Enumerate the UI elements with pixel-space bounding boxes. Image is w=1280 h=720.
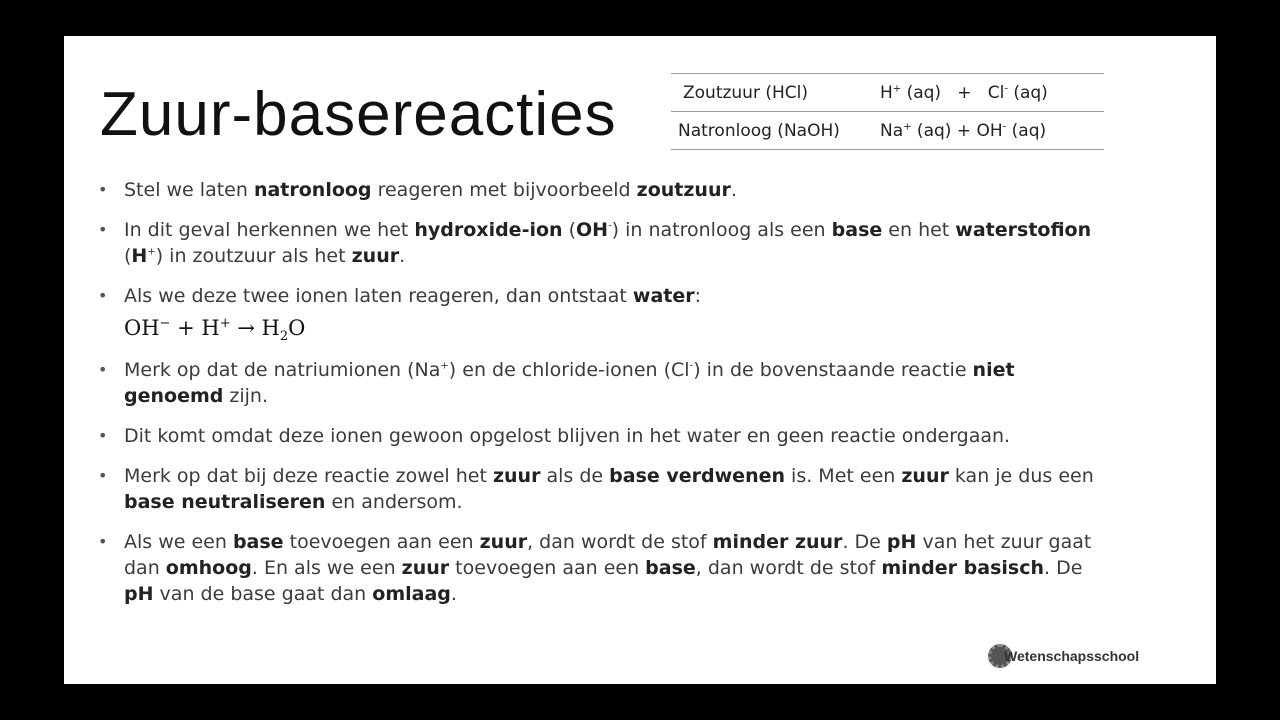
logo <box>988 644 1139 668</box>
text: : <box>694 285 702 307</box>
table-cell: Zoutzuur (HCl) <box>671 74 868 112</box>
text: zijn. <box>223 385 269 407</box>
bullet-dot-icon: • <box>98 466 108 485</box>
subscript: 2 <box>279 329 289 345</box>
text: . En als we een <box>251 557 402 579</box>
text: ) en de chloride-ionen (Cl <box>448 359 690 381</box>
superscript: + <box>147 246 156 258</box>
text: is. Met een <box>785 465 902 487</box>
bold-text: base verdwenen <box>609 465 786 487</box>
bold-text: zuur <box>479 531 528 553</box>
text: Dit komt omdat deze ionen gewoon opgelost blijven in het water en geen reactie ondergaan. <box>124 425 1011 447</box>
list-item <box>98 177 1098 203</box>
bold-text: base neutraliseren <box>124 491 326 513</box>
text: OH <box>124 316 160 340</box>
text: Merk op dat de natriumionen (Na <box>124 359 441 381</box>
bullet-dot-icon: • <box>98 286 108 305</box>
text: toevoegen aan een <box>283 531 480 553</box>
list-item <box>98 357 1098 409</box>
bullet-dot-icon: • <box>98 360 108 379</box>
ion-table <box>671 73 1104 150</box>
bold-text: pH <box>886 531 917 553</box>
superscript: - <box>1002 120 1007 132</box>
text: . <box>450 583 457 605</box>
bold-text: minder zuur <box>712 531 843 553</box>
bullet-dot-icon: • <box>98 426 108 445</box>
list-item <box>98 217 1098 269</box>
table-cell <box>868 74 1104 112</box>
bold-text: zuur <box>492 465 541 487</box>
text: → H <box>230 316 280 340</box>
text: ( <box>562 219 576 241</box>
text: (aq) <box>1006 120 1047 141</box>
text: van het zuur gaat dan <box>124 531 1092 579</box>
text: reageren met bijvoorbeeld <box>371 179 637 201</box>
text: en het <box>882 219 956 241</box>
bold-text: base <box>831 219 883 241</box>
superscript: - <box>608 220 612 232</box>
superscript: − <box>159 316 171 331</box>
text: ) in zoutzuur als het <box>155 245 352 267</box>
text: H <box>880 82 893 103</box>
superscript: + <box>903 120 912 132</box>
superscript: + <box>892 82 902 94</box>
text: Als we een <box>124 531 233 553</box>
reaction-equation <box>98 313 1098 343</box>
text: en andersom. <box>325 491 463 513</box>
logo-text: Wetenschapsschool <box>1004 648 1140 664</box>
text: + H <box>170 316 220 340</box>
bullet-dot-icon: • <box>98 532 108 551</box>
text: , dan wordt de stof <box>527 531 713 553</box>
text: Na <box>880 120 904 141</box>
text: Als we deze twee ionen laten reageren, dan ontstaat <box>124 285 633 307</box>
superscript: - <box>689 360 694 372</box>
table-cell <box>868 112 1104 150</box>
bold-text: omlaag <box>372 583 451 605</box>
bold-text: natronloog <box>253 179 372 201</box>
bold-text: zoutzuur <box>636 179 731 201</box>
text: , dan wordt de stof <box>695 557 882 579</box>
text: (aq) + Cl <box>901 82 1005 103</box>
bold-text: base <box>232 531 284 553</box>
bold-text: water <box>632 285 695 307</box>
bold-text: omhoog <box>165 557 252 579</box>
bullet-list <box>98 177 1098 621</box>
text: In dit geval herkennen we het <box>124 219 415 241</box>
text: (aq) <box>1007 82 1048 103</box>
bullet-dot-icon: • <box>98 180 108 199</box>
text: Stel we laten <box>124 179 254 201</box>
superscript: + <box>440 360 449 372</box>
bold-text: waterstofion <box>955 219 1092 241</box>
bold-text: H <box>131 245 148 267</box>
text: ) in de bovenstaande reactie <box>693 359 973 381</box>
bold-text: zuur <box>901 465 949 487</box>
bold-text: pH <box>124 583 154 605</box>
text: (aq) + OH <box>911 120 1003 141</box>
text: . <box>399 245 406 267</box>
bold-text: zuur <box>401 557 450 579</box>
text: ) in natronloog als een <box>611 219 832 241</box>
bold-text: OH <box>576 219 609 241</box>
text: O <box>288 316 306 340</box>
list-item <box>98 463 1098 515</box>
slide-title: Zuur-basereacties <box>100 80 617 149</box>
superscript: - <box>1004 82 1008 94</box>
text: van de base gaat dan <box>153 583 373 605</box>
bold-text: hydroxide-ion <box>414 219 563 241</box>
bold-text: niet genoemd <box>124 359 1015 407</box>
bold-text: zuur <box>351 245 400 267</box>
table-cell: Natronloog (NaOH) <box>671 112 868 150</box>
bold-text: base <box>645 557 696 579</box>
table-row <box>671 112 1104 150</box>
text: . <box>730 179 737 201</box>
slide <box>64 36 1216 684</box>
text: . De <box>842 531 887 553</box>
text: ( <box>124 245 132 267</box>
text: . De <box>1044 557 1083 579</box>
text: Merk op dat bij deze reactie zowel het <box>124 465 493 487</box>
text: toevoegen aan een <box>449 557 646 579</box>
text: kan je dus een <box>948 465 1094 487</box>
list-item <box>98 423 1098 449</box>
table-row <box>671 74 1104 112</box>
bullet-dot-icon: • <box>98 220 108 239</box>
bold-text: minder basisch <box>881 557 1044 579</box>
list-item <box>98 283 1098 309</box>
superscript: + <box>219 316 231 331</box>
list-item <box>98 529 1098 607</box>
text: als de <box>540 465 610 487</box>
